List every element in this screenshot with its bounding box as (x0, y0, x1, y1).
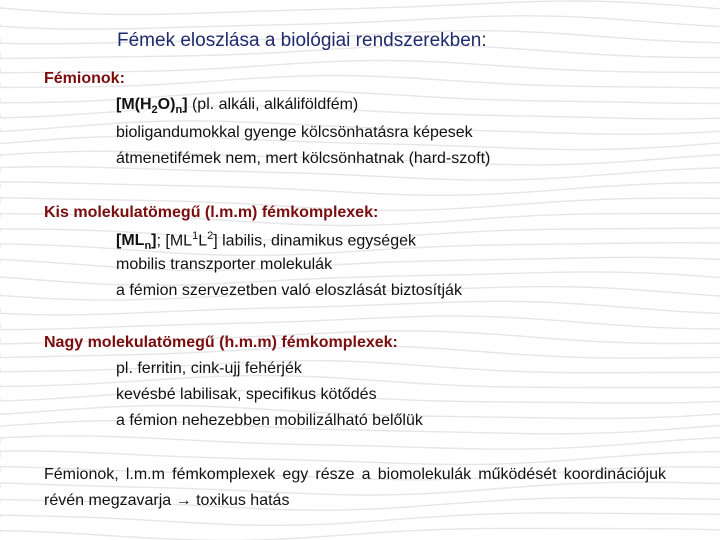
formula-note: (pl. alkáli, alkáliföldfém) (187, 96, 359, 113)
conclusion-paragraph: Fémionok, l.m.m fémkomplexek egy része a biomolekulák működését koordinációjuk révén megzavarja → toxikus hatás (44, 466, 666, 509)
section-line: mobilis transzporter molekulák (116, 256, 333, 273)
mln-formula: $[ML_n]$ (116, 232, 157, 253)
slide-title: Fémek eloszlása a biológiai rendszerekben: (117, 30, 487, 51)
section-heading-high-mw-complexes: Nagy molekulatömegű (h.m.m) fémkomplexek: (44, 334, 398, 351)
aqua-complex-formula: $[M(H_2O)_n]$ (116, 96, 188, 117)
section-line: a fémion nehezebben mobilizálható belőlük (116, 412, 423, 429)
section-line: kevésbé labilisak, specifikus kötődés (116, 386, 377, 403)
section-line: a fémion szervezetben való eloszlását biztosítják (116, 282, 462, 299)
section-heading-metal-ions: Fémionok: (44, 70, 125, 87)
metal-ion-formula-line (116, 96, 358, 116)
section-heading-low-mw-complexes: Kis molekulatömegű (l.m.m) fémkomplexek: (44, 204, 379, 221)
section-line: pl. ferritin, cink-ujj fehérjék (116, 360, 302, 377)
section-line: bioligandumokkal gyenge kölcsönhatásra képesek (116, 124, 473, 141)
section-line: átmenetifémek nem, mert kölcsönhatnak (hard-szoft) (116, 150, 491, 167)
low-mw-formula-line: $[ML_n]$; $[ML^1L^2]$ labilis, dinamikus egységek (116, 230, 416, 253)
